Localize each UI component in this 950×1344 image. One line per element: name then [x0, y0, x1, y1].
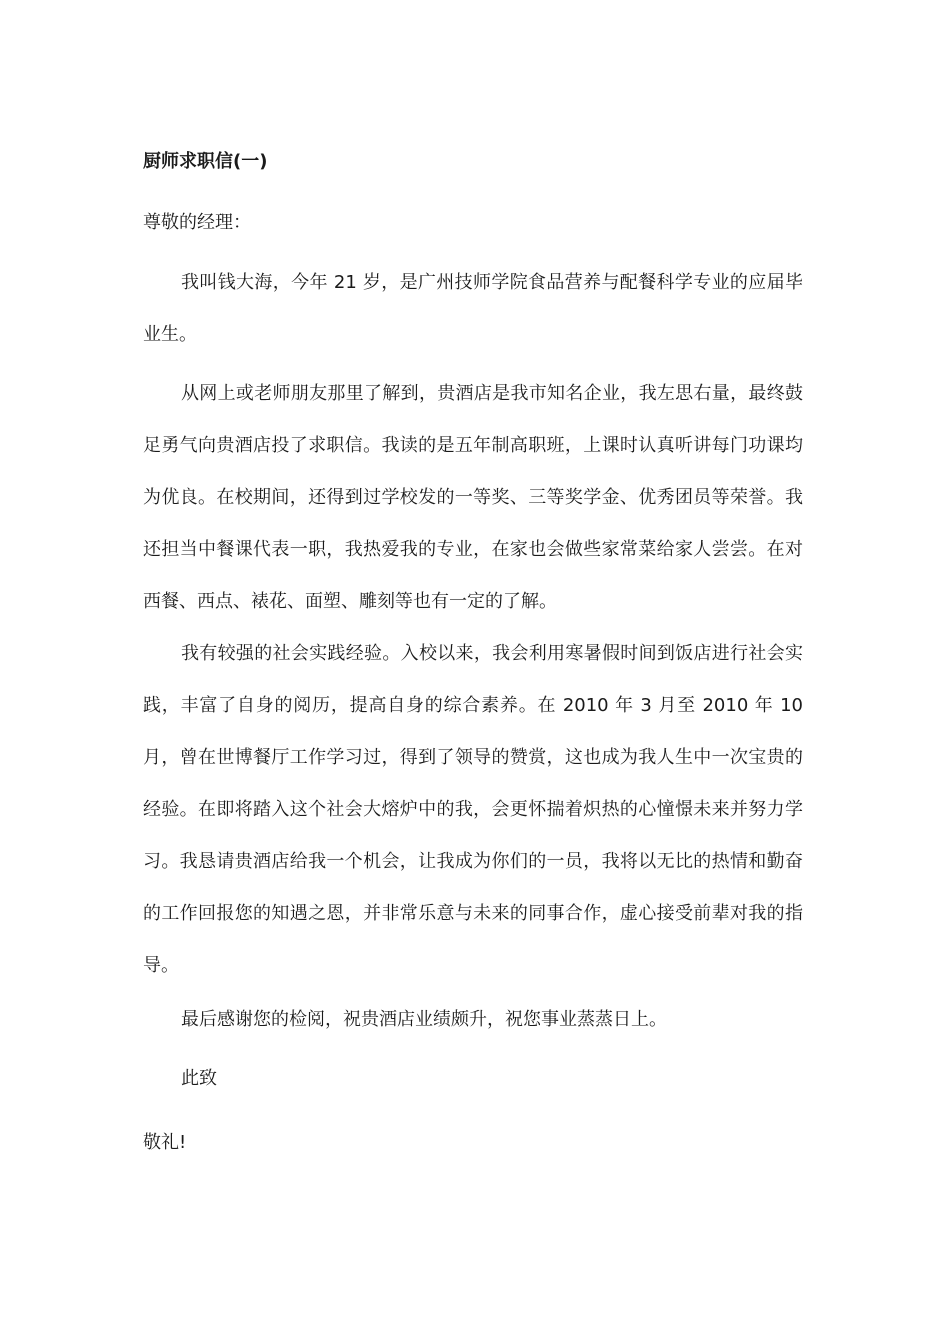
paragraph-education: 从网上或老师朋友那里了解到，贵酒店是我市知名企业，我左思右量，最终鼓足勇气向贵酒店投了求职信。我读的是五年制高职班，上课时认真听讲每门功课均为优良。在校期间，还得到过学校发的一等奖、三等奖学金、优秀团员等荣誉。我还担当中餐课代表一职，我热爱我的专业，在家也会做些家常菜给家人尝尝。在对西餐、西点、裱花、面塑、雕刻等也有一定的了解。 — [143, 383, 803, 612]
closing-phrase: 此致 — [181, 1068, 217, 1089]
paragraph-thanks: 最后感谢您的检阅，祝贵酒店业绩颇升，祝您事业蒸蒸日上。 — [181, 1009, 667, 1030]
regards-phrase: 敬礼! — [143, 1132, 187, 1153]
paragraph-experience: 我有较强的社会实践经验。入校以来，我会利用寒暑假时间到饭店进行社会实践，丰富了自身的阅历，提高自身的综合素养。在 2010 年 3 月至 2010 年 10 月，曾在世博餐厅工作学习过，得到了领导的赞赏，这也成为我人生中一次宝贵的经验。在即将踏入这个社会大熔炉中的我，会更怀揣着炽热的心憧憬未来并努力学习。我恳请贵酒店给我一个机会，让我成为你们的一员，我将以无比的热情和勤奋的工作回报您的知遇之恩，并非常乐意与未来的同事合作，虚心接受前辈对我的指导。 — [143, 643, 803, 976]
salutation: 尊敬的经理： — [143, 212, 251, 233]
paragraph-introduction: 我叫钱大海，今年 21 岁，是广州技师学院食品营养与配餐科学专业的应届毕业生。 — [143, 272, 803, 345]
document-title: 厨师求职信(一) — [143, 151, 268, 172]
